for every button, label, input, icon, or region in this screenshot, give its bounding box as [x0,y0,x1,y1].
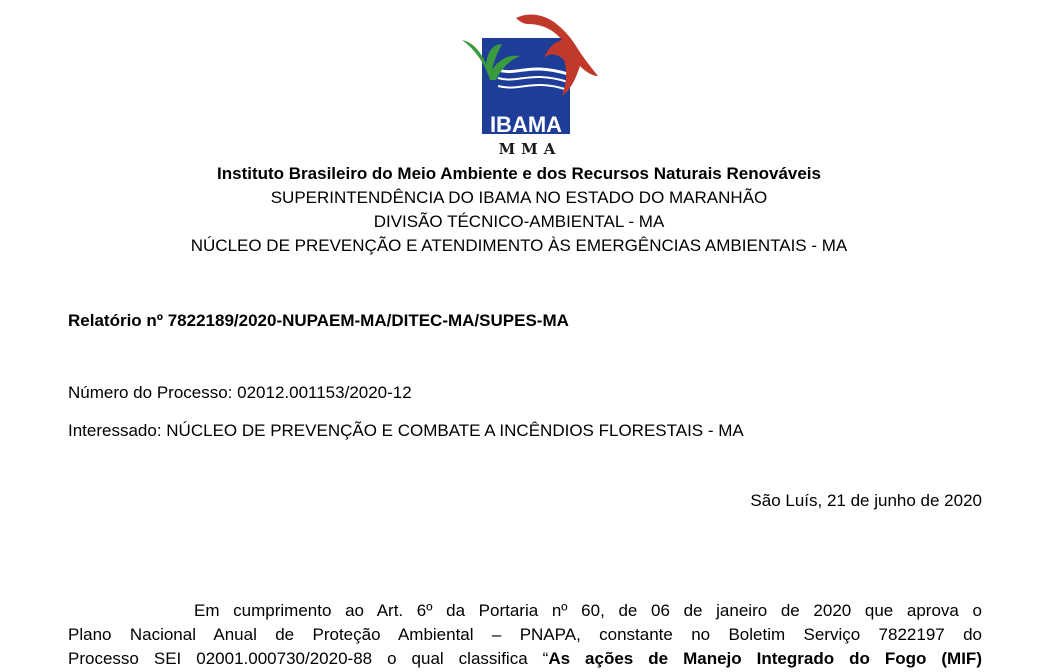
paragraph-line: Em cumprimento ao Art. 6º da Portaria nº 60, de 06 de janeiro de 2020 que aprova o [194,601,982,620]
document-date: São Luís, 21 de junho de 2020 [750,491,982,510]
process-number: Número do Processo: 02012.001153/2020-12 [68,383,412,402]
interested-party: Interessado: NÚCLEO DE PREVENÇÃO E COMBATE A INCÊNDIOS FLORESTAIS - MA [68,421,744,440]
body-paragraph [68,599,982,671]
header-org-name: Instituto Brasileiro do Meio Ambiente e dos Recursos Naturais Renováveis [217,164,821,183]
paragraph-line: Plano Nacional Anual de Proteção Ambiental – PNAPA, constante no Boletim Serviço 7822197 do [68,625,982,644]
logo-ministry-label: MMA [498,140,562,158]
document-header [0,162,1038,258]
header-division: DIVISÃO TÉCNICO-AMBIENTAL - MA [373,212,665,231]
header-nucleus: NÚCLEO DE PREVENÇÃO E ATENDIMENTO ÀS EMERGÊNCIAS AMBIENTAIS - MA [190,236,848,255]
report-title: Relatório nº 7822189/2020-NUPAEM-MA/DITEC-MA/SUPES-MA [68,311,569,330]
paragraph-line-emphasis: As ações de Manejo Integrado do Fogo (MIF) [548,649,982,668]
ibama-logo [458,10,602,160]
ibama-emblem-icon [458,10,602,140]
logo-wordmark: IBAMA [489,112,563,137]
paragraph-line-text: Processo SEI 02001.000730/2020-88 o qual classifica “ [68,649,549,668]
paragraph-line [68,647,982,671]
header-superintendence: SUPERINTENDÊNCIA DO IBAMA NO ESTADO DO MARANHÃO [270,188,768,207]
